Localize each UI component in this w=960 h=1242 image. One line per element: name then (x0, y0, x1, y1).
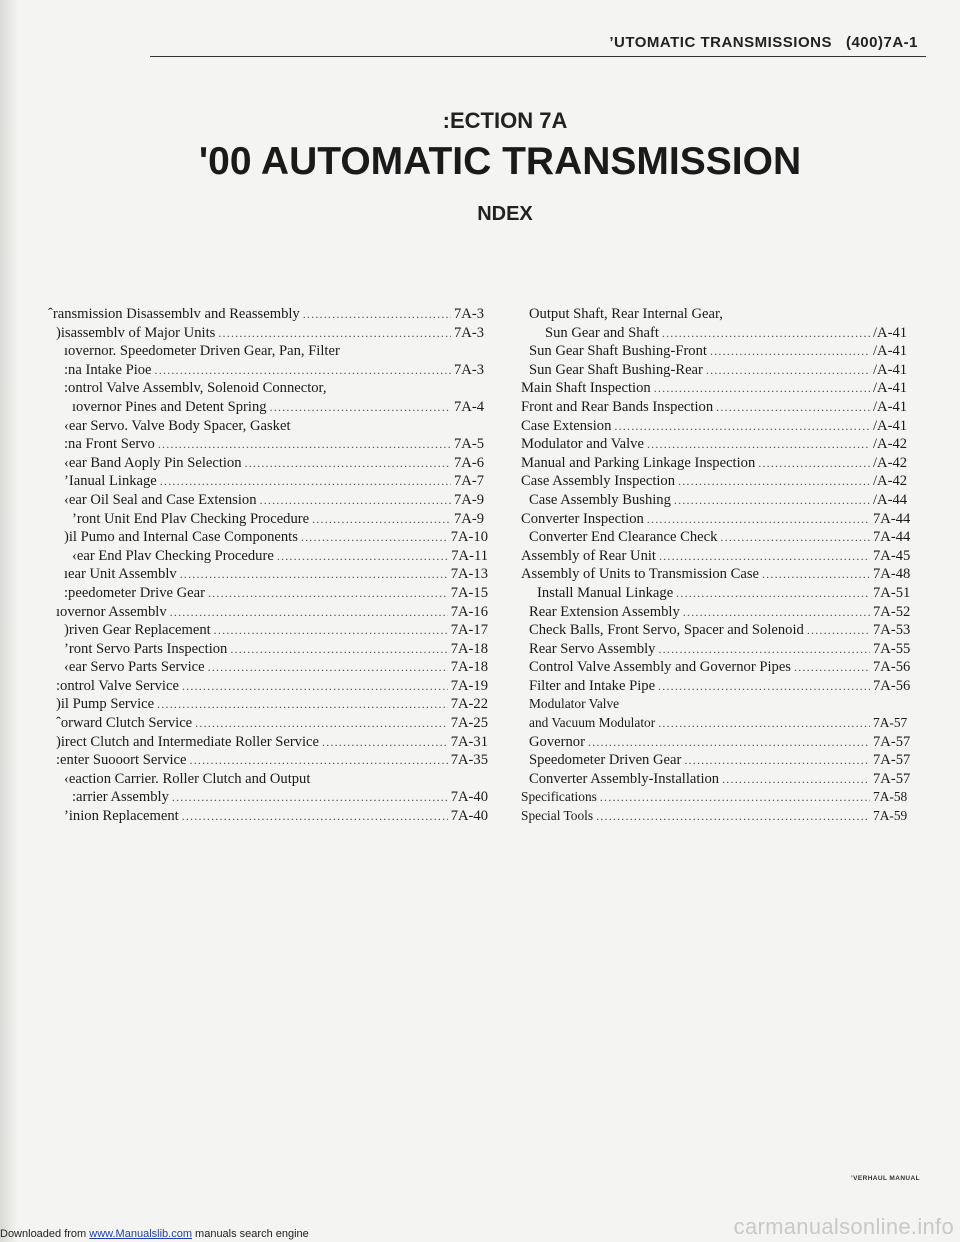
page-code: (400)7A-1 (845, 34, 918, 51)
toc-entry[interactable] (521, 510, 921, 529)
watermark-text: carmanualsonline.info (733, 1214, 954, 1239)
toc-leader-dots (277, 547, 448, 566)
toc-entry[interactable] (521, 435, 921, 454)
toc-leader-dots (155, 361, 451, 380)
toc-entry[interactable] (521, 454, 921, 473)
toc-entry[interactable] (521, 398, 921, 417)
toc-entry[interactable] (521, 733, 921, 752)
toc-entry[interactable] (48, 398, 488, 417)
toc-entry[interactable] (48, 770, 488, 789)
toc-entry-page: 7A-53 (873, 622, 911, 639)
toc-entry-title: ’ront Servo Parts Inspection (64, 640, 228, 657)
toc-entry[interactable] (48, 584, 488, 603)
toc-leader-dots (720, 528, 870, 547)
toc-entry-title: ‹ear Servo Parts Service (64, 659, 205, 676)
toc-leader-dots (182, 677, 448, 696)
toc-entry-page: 7A-5 (454, 436, 484, 453)
toc-entry-page: 7A-40 (450, 789, 488, 806)
toc-entry-title: Converter Assembly-Installation (529, 770, 720, 787)
toc-entry-page: 7A-40 (450, 808, 488, 825)
toc-entry-page: 7A-58 (873, 789, 908, 805)
toc-entry-page: 7A-59 (873, 808, 908, 824)
toc-entry-page: /A-41 (873, 380, 908, 397)
toc-entry[interactable] (48, 603, 488, 622)
toc-entry[interactable] (521, 379, 921, 398)
toc-entry[interactable] (48, 417, 488, 436)
toc-entry-page: 7A-22 (450, 696, 488, 713)
toc-left-column (48, 305, 488, 826)
toc-leader-dots (214, 621, 448, 640)
toc-entry-page: 7A-35 (450, 752, 488, 769)
toc-entry-page: 7A-56 (873, 677, 911, 694)
toc-entry-title: Speedometer Driven Gear (529, 752, 682, 769)
toc-entry[interactable] (48, 658, 488, 677)
toc-leader-dots (157, 695, 448, 714)
toc-entry-title: ’ront Unit End Plav Checking Procedure (72, 510, 310, 527)
toc-entry-title: )riven Gear Replacement (64, 622, 211, 639)
toc-entry-title: :na Front Servo (64, 436, 155, 453)
toc-leader-dots (706, 361, 870, 380)
toc-entry[interactable] (521, 324, 921, 343)
toc-entry[interactable] (521, 528, 921, 547)
toc-leader-dots (614, 417, 870, 436)
overhaul-manual-tag: ’VERHAUL MANUAL (850, 1175, 920, 1182)
toc-entry-title: ’Ianual Linkage (64, 473, 157, 490)
toc-entry-title: Sun Gear Shaft Bushing-Front (529, 343, 707, 360)
toc-entry-title: )il Pump Service (56, 696, 155, 713)
toc-leader-dots (208, 584, 448, 603)
toc-entry[interactable] (521, 621, 921, 640)
toc-entry-title: Main Shaft Inspection (521, 380, 651, 397)
toc-entry-title: Sun Gear and Shaft (545, 324, 659, 341)
toc-entry-page: 7A-17 (450, 622, 488, 639)
toc-leader-dots (195, 714, 448, 733)
toc-entry-title: Governor (529, 733, 585, 750)
toc-leader-dots (600, 788, 870, 807)
toc-entry[interactable] (48, 788, 488, 807)
toc-leader-dots (301, 528, 448, 547)
toc-entry[interactable] (48, 565, 488, 584)
toc-entry[interactable] (521, 547, 921, 566)
toc-leader-dots (230, 640, 447, 659)
toc-entry-title: ‹eaction Carrier. Roller Clutch and Output (64, 770, 311, 787)
toc-entry-page: 7A-6 (454, 454, 484, 471)
toc-entry-title: Control Valve Assembly and Governor Pipes (529, 659, 791, 676)
toc-entry[interactable] (48, 714, 488, 733)
toc-entry-page: /A-41 (873, 361, 908, 378)
toc-leader-dots (160, 472, 451, 491)
toc-leader-dots (722, 770, 870, 789)
toc-entry-title: Special Tools (521, 808, 594, 824)
toc-leader-dots (662, 324, 870, 343)
toc-leader-dots (647, 510, 870, 529)
toc-leader-dots (710, 342, 870, 361)
toc-leader-dots (658, 714, 870, 733)
toc-entry[interactable] (521, 677, 921, 696)
toc-entry-page: 7A-9 (454, 510, 484, 527)
footer-prefix: Downloaded from (0, 1228, 90, 1240)
toc-entry-title: ˆransmission Disassemblv and Reassembly (48, 306, 300, 322)
toc-leader-dots (303, 305, 451, 324)
toc-entry[interactable] (48, 695, 488, 714)
page-edge-shadow (0, 0, 18, 1242)
toc-leader-dots (762, 565, 870, 584)
toc-entry[interactable] (521, 788, 921, 807)
toc-entry-title: Check Balls, Front Servo, Spacer and Solenoid (529, 622, 804, 639)
toc-entry-title: Converter Inspection (521, 510, 644, 527)
toc-entry-page: 7A-25 (450, 715, 488, 732)
toc-entry[interactable] (521, 807, 921, 826)
toc-entry[interactable] (48, 510, 488, 529)
toc-leader-dots (322, 733, 448, 752)
toc-leader-dots (658, 640, 870, 659)
toc-entry[interactable] (521, 305, 921, 324)
toc-entry-title: :enter Suooort Service (56, 752, 187, 769)
toc-entry[interactable] (521, 491, 921, 510)
running-header (609, 34, 918, 51)
footer-suffix: manuals search engine (191, 1228, 309, 1240)
toc-entry-page: /A-41 (873, 324, 908, 341)
toc-leader-dots (654, 379, 870, 398)
toc-leader-dots (312, 510, 451, 529)
toc-entry-page: 7A-48 (873, 566, 911, 583)
toc-entry-title: )irect Clutch and Intermediate Roller Service (56, 733, 319, 750)
toc-entry-page: 7A-3 (454, 306, 484, 322)
toc-entry-title: Install Manual Linkage (537, 584, 674, 601)
toc-entry-page: 7A-10 (450, 529, 488, 546)
toc-entry-title: Rear Servo Assembly (529, 640, 656, 657)
toc-entry-title: :peedometer Drive Gear (64, 584, 205, 601)
toc-entry-page: /A-41 (873, 417, 908, 434)
toc-entry-title: ’inion Replacement (64, 808, 179, 825)
toc-entry[interactable] (48, 733, 488, 752)
toc-entry-title: :ontrol Valve Assemblv, Solenoid Connector, (64, 380, 327, 397)
toc-leader-dots (172, 788, 448, 807)
toc-entry-title: ‹ear Band Aoply Pin Selection (64, 454, 242, 471)
toc-entry[interactable] (521, 342, 921, 361)
toc-entry-page: 7A-56 (873, 659, 911, 676)
toc-entry-title: ıovernor. Speedometer Driven Gear, Pan, Filter (64, 343, 340, 360)
toc-leader-dots (208, 658, 448, 677)
toc-entry[interactable] (48, 435, 488, 454)
toc-leader-dots (807, 621, 870, 640)
toc-entry-page: 7A-45 (873, 547, 911, 564)
toc-leader-dots (758, 454, 870, 473)
download-footer (0, 1228, 309, 1240)
index-heading: NDEX (477, 203, 533, 225)
toc-leader-dots (676, 584, 870, 603)
toc-entry-title: :arrier Assembly (72, 789, 169, 806)
toc-entry[interactable] (48, 547, 488, 566)
toc-entry[interactable] (48, 751, 488, 770)
toc-leader-dots (683, 603, 870, 622)
toc-entry-title: ‹ear Oil Seal and Case Extension (64, 491, 257, 508)
toc-entry-title: Specifications (521, 789, 597, 805)
toc-entry-page: /A-41 (873, 343, 908, 360)
toc-leader-dots (245, 454, 451, 473)
toc-leader-dots (218, 324, 451, 343)
toc-entry-page: /A-42 (873, 454, 908, 471)
toc-entry-title: Converter End Clearance Check (529, 529, 718, 546)
toc-entry-title: ˆorward Clutch Service (56, 715, 193, 732)
toc-entry-title: Sun Gear Shaft Bushing-Rear (529, 361, 703, 378)
toc-entry[interactable] (521, 472, 921, 491)
toc-entry-page: 7A-18 (450, 659, 488, 676)
toc-entry-page: 7A-13 (450, 566, 488, 583)
toc-entry-title: Manual and Parking Linkage Inspection (521, 454, 756, 471)
toc-entry-page: 7A-9 (454, 491, 484, 508)
toc-leader-dots (180, 565, 448, 584)
toc-leader-dots (260, 491, 452, 510)
toc-entry-page: 7A-57 (873, 752, 911, 769)
toc-entry-title: Case Assembly Inspection (521, 473, 676, 490)
toc-entry[interactable] (521, 417, 921, 436)
toc-entry-title: )isassemblv of Major Units (56, 324, 216, 341)
toc-leader-dots (658, 677, 870, 696)
section-title: '00 AUTOMATIC TRANSMISSION (198, 140, 802, 183)
toc-entry-page: 7A-44 (873, 529, 911, 546)
toc-entry[interactable] (48, 472, 488, 491)
toc-leader-dots (270, 398, 451, 417)
toc-leader-dots (182, 807, 448, 826)
toc-leader-dots (659, 547, 870, 566)
toc-entry-title: Modulator and Valve (521, 436, 644, 453)
toc-leader-dots (647, 435, 870, 454)
toc-entry-title: ‹ear Servo. Valve Body Spacer, Gasket (64, 417, 291, 434)
toc-entry-title: and Vacuum Modulator (529, 715, 656, 731)
toc-entry[interactable] (521, 751, 921, 770)
running-title: ’UTOMATIC TRANSMISSIONS (609, 34, 832, 51)
toc-entry[interactable] (48, 640, 488, 659)
toc-entry[interactable] (521, 361, 921, 380)
toc-leader-dots (794, 658, 870, 677)
toc-entry[interactable] (48, 361, 488, 380)
toc-entry[interactable] (521, 770, 921, 789)
toc-leader-dots (588, 733, 870, 752)
toc-entry-title: :ontrol Valve Service (56, 677, 179, 694)
toc-entry[interactable] (521, 584, 921, 603)
toc-entry[interactable] (521, 640, 921, 659)
toc-entry[interactable] (48, 528, 488, 547)
toc-entry-title: Case Assembly Bushing (529, 491, 671, 508)
toc-right-column (521, 305, 921, 826)
toc-entry-page: 7A-18 (450, 640, 488, 657)
toc-entry-page: /A-42 (873, 436, 908, 453)
toc-entry-page: 7A-44 (873, 510, 911, 527)
toc-entry-title: Output Shaft, Rear Internal Gear, (529, 306, 723, 322)
toc-entry[interactable] (521, 565, 921, 584)
toc-entry[interactable] (48, 677, 488, 696)
section-label: :ECTION 7A (442, 108, 568, 133)
toc-entry-page: 7A-57 (873, 770, 911, 787)
manualslib-link[interactable]: www.Manualslib.com (89, 1228, 192, 1240)
toc-leader-dots (716, 398, 870, 417)
toc-entry-page: 7A-57 (873, 733, 911, 750)
toc-entry-title: Case Extension (521, 417, 612, 434)
toc-entry[interactable] (521, 603, 921, 622)
toc-entry[interactable] (521, 714, 921, 733)
toc-entry-title: Assembly of Units to Transmission Case (521, 566, 759, 583)
toc-entry[interactable] (48, 379, 488, 398)
toc-entry-page: 7A-57 (873, 715, 908, 731)
toc-entry-title: ıovernor Assemblv (56, 603, 167, 620)
toc-entry[interactable] (48, 807, 488, 826)
toc-entry-title: )il Pumo and Internal Case Components (64, 529, 298, 546)
toc-entry-page: 7A-31 (450, 733, 488, 750)
toc-leader-dots (158, 435, 451, 454)
toc-entry-page: 7A-11 (451, 547, 488, 564)
toc-entry[interactable] (521, 695, 921, 714)
toc-entry-title: Rear Extension Assembly (529, 603, 680, 620)
toc-entry-page: /A-44 (873, 491, 908, 508)
toc-leader-dots (684, 751, 870, 770)
toc-entry-page: 7A-19 (450, 677, 488, 694)
toc-entry-page: 7A-3 (454, 324, 484, 341)
toc-entry[interactable] (521, 658, 921, 677)
toc-entry-title: ıear Unit Assemblv (64, 566, 177, 583)
toc-leader-dots (674, 491, 870, 510)
toc-entry-title: :na Intake Pioe (64, 361, 152, 378)
toc-entry-title: ‹ear End Plav Checking Procedure (72, 547, 274, 564)
toc-entry-page: 7A-4 (454, 398, 484, 415)
toc-leader-dots (596, 807, 870, 826)
toc-entry-title: Assembly of Rear Unit (521, 547, 656, 564)
toc-entry-page: 7A-55 (873, 640, 911, 657)
toc-entry-title: Modulator Valve (529, 696, 620, 712)
toc-entry[interactable] (48, 342, 488, 361)
toc-entry-page: 7A-51 (873, 584, 911, 601)
header-rule (150, 56, 926, 57)
toc-entry-title: ıovernor Pines and Detent Spring (72, 398, 267, 415)
toc-entry-page: 7A-15 (450, 584, 488, 601)
toc-entry[interactable] (48, 621, 488, 640)
toc-entry[interactable] (48, 454, 488, 473)
toc-leader-dots (190, 751, 448, 770)
toc-leader-dots (170, 603, 448, 622)
toc-entry[interactable] (48, 305, 488, 324)
toc-entry-page: 7A-3 (454, 361, 484, 378)
toc-entry-title: Front and Rear Bands Inspection (521, 398, 714, 415)
toc-entry-page: 7A-16 (450, 603, 488, 620)
toc-entry-page: /A-42 (873, 473, 908, 490)
toc-entry-page: 7A-52 (873, 603, 911, 620)
toc-entry-page: 7A-7 (454, 473, 484, 490)
toc-entry[interactable] (48, 491, 488, 510)
toc-entry[interactable] (48, 324, 488, 343)
toc-entry-title: Filter and Intake Pipe (529, 677, 656, 694)
toc-entry-page: /A-41 (873, 398, 908, 415)
toc-leader-dots (678, 472, 870, 491)
